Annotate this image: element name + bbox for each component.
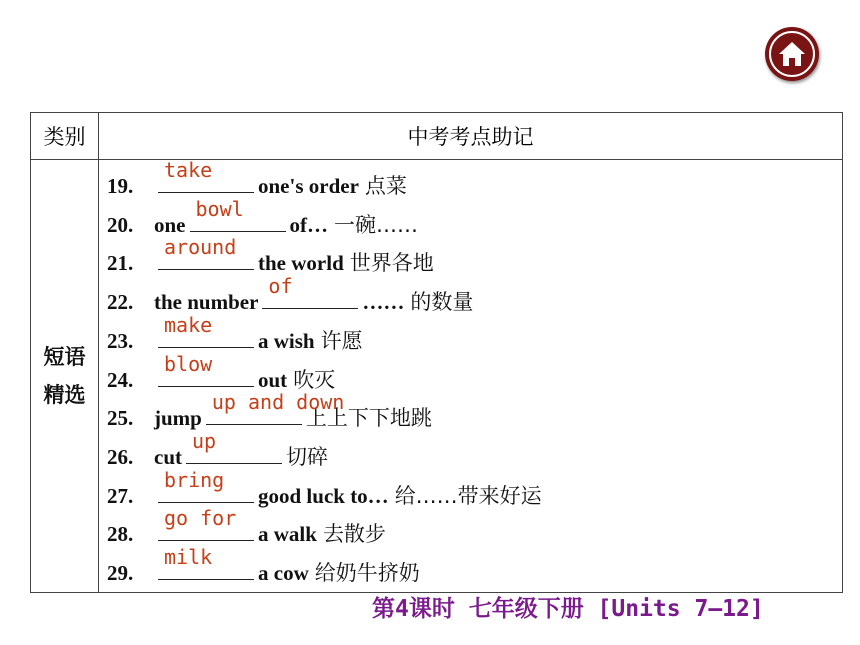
phrase-chinese-meaning: 许愿: [320, 328, 363, 353]
answer-blank: [158, 158, 254, 193]
phrase-text-after: one's order: [258, 174, 359, 198]
answer-text: make: [164, 312, 213, 337]
phrase-chinese-meaning: 给奶牛挤奶: [314, 561, 420, 585]
phrase-number: 28.: [107, 522, 134, 547]
phrase-text-after: good luck to…: [258, 483, 389, 508]
answer-text: go for: [164, 506, 237, 531]
answer-blank: [206, 390, 345, 425]
phrase-chinese-meaning: 上上下下地跳: [305, 406, 432, 431]
phrase-row: [107, 390, 432, 440]
phrase-text-after: a cow: [258, 561, 309, 585]
answer-blank: [158, 312, 254, 348]
phrase-text-before: the number: [154, 290, 259, 315]
phrase-text-after: of…: [289, 212, 328, 237]
answer-text: up and down: [211, 390, 345, 415]
answer-text: bring: [164, 467, 225, 492]
phrase-table: [30, 112, 843, 593]
content-cell: [99, 160, 843, 593]
phrase-number: 22.: [107, 290, 134, 315]
phrase-number: 21.: [107, 251, 134, 276]
phrase-row: [107, 506, 386, 556]
phrase-text-after: a walk: [258, 522, 317, 547]
answer-text: around: [164, 235, 237, 260]
phrase-row: [107, 196, 418, 247]
phrase-chinese-meaning: 切碎: [286, 444, 328, 469]
phrase-number: 27.: [107, 483, 134, 508]
phrase-text-after: ……: [362, 290, 405, 315]
phrase-chinese-meaning: 去散步: [322, 522, 386, 547]
phrase-number: 20.: [107, 212, 134, 237]
content-header: 中考考点助记: [99, 113, 843, 160]
answer-text: milk: [164, 545, 213, 569]
table-header-row: [31, 113, 843, 160]
phrase-chinese-meaning: 的数量: [410, 290, 474, 315]
phrase-chinese-meaning: 点菜: [364, 174, 407, 198]
category-cell: [31, 160, 99, 593]
phrase-row: [107, 158, 407, 208]
home-icon: [777, 39, 807, 69]
answer-blank: [262, 274, 358, 309]
answer-blank: [158, 235, 254, 270]
category-label-line1: 短语: [43, 345, 86, 369]
answer-blank: [158, 545, 254, 580]
phrase-chinese-meaning: 一碗……: [334, 212, 418, 237]
answer-blank: [158, 467, 254, 503]
phrase-row: [107, 312, 363, 363]
home-button[interactable]: [765, 27, 819, 81]
phrase-number: 29.: [107, 561, 134, 585]
footer-label: 第4课时 七年级下册 [Units 7—12]: [372, 596, 764, 622]
phrase-row: [107, 274, 474, 324]
phrase-text-after: the world: [258, 251, 344, 276]
phrase-number: 19.: [107, 174, 134, 198]
phrase-chinese-meaning: 吹灭: [293, 367, 336, 392]
phrase-text-before: jump: [154, 406, 202, 431]
answer-text: take: [164, 158, 213, 182]
phrase-text-after: out: [258, 367, 288, 392]
phrase-chinese-meaning: 给……带来好运: [394, 483, 542, 508]
answer-blank: [190, 196, 286, 232]
answer-text: bowl: [195, 196, 244, 221]
answer-blank: [186, 428, 282, 464]
phrase-number: 25.: [107, 406, 134, 431]
phrase-number: 23.: [107, 328, 134, 353]
phrase-chinese-meaning: 世界各地: [349, 251, 434, 276]
answer-text: of: [268, 274, 293, 299]
category-header: 类别: [31, 113, 99, 160]
answer-blank: [158, 506, 254, 541]
phrase-text-after: a wish: [258, 328, 315, 353]
answer-blank: [158, 351, 254, 387]
table-body-row: [31, 160, 843, 593]
phrase-text-before: one: [154, 212, 186, 237]
phrase-number: 24.: [107, 367, 134, 392]
phrase-text-before: cut: [154, 444, 182, 469]
answer-text: blow: [164, 351, 213, 376]
phrase-number: 26.: [107, 444, 134, 469]
answer-text: up: [192, 428, 217, 453]
category-label-line2: 精选: [43, 383, 86, 407]
